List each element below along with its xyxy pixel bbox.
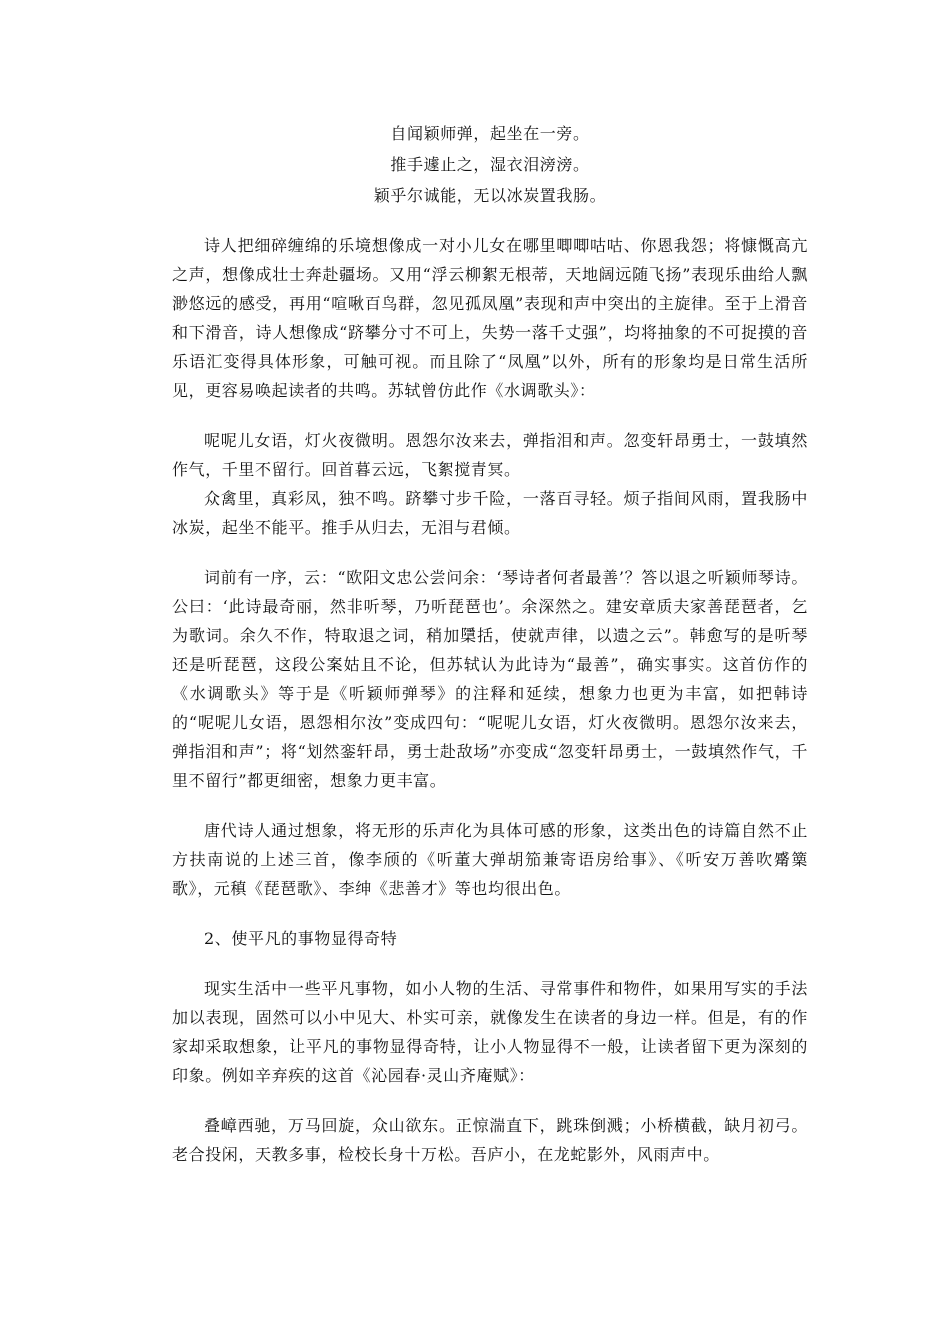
paragraph-imagery-analysis: 诗人把细碎缠绵的乐境想像成一对小儿女在哪里唧唧咕咕、你恩我怨；将慷慨高亢之声，想像成壮士奔赴疆场。又用“浮云柳絮无根蒂，天地阔远随飞扬”表现乐曲给人飘渺悠远的感受，再用“喧啾百鸟群，忽见孤凤凰”表现和声中突出的主旋律。至于上滑音和下滑音，诗人想像成“跻攀分寸不可上，失势一落千丈强”，均将抽象的不可捉摸的音乐语汇变得具体形象，可触可视。而且除了“凤凰”以外，所有的形象均是日常生活所见，更容易唤起读者的共鸣。苏轼曾仿此作《水调歌头》： xyxy=(172,236,808,400)
ci-stanza-1: 呢呢儿女语，灯火夜微明。恩怨尔汝来去，弹指泪和声。忽变轩昂勇士，一鼓填然作气，千里不留行。回首暮云远，飞絮搅青冥。 xyxy=(172,431,808,479)
paragraph-ordinary-things: 现实生活中一些平凡事物，如小人物的生活、寻常事件和物件，如果用写实的手法加以表现，固然可以小中见大、朴实可亲，就像发生在读者的身边一样。但是，有的作家却采取想象，让平凡的事物显得奇特，让小人物显得不一般，让读者留下更为深刻的印象。例如辛弃疾的这首《沁园春·灵山齐庵赋》： xyxy=(172,979,808,1085)
poem-line: 推手遽止之，湿衣泪滂滂。 xyxy=(390,155,590,174)
paragraph-qinyuanchun-quote: 叠嶂西驰，万马回旋，众山欲东。正惊湍直下，跳珠倒溅；小桥横截，缺月初弓。老合投闲，天教多事，检校长身十万松。吾庐小，在龙蛇影外，风雨声中。 xyxy=(172,1116,808,1164)
poem-line: 颖乎尔诚能，无以冰炭置我肠。 xyxy=(373,186,607,205)
ci-stanza-2: 众禽里，真彩凤，独不鸣。跻攀寸步千险，一落百寻轻。烦子指间风雨，置我肠中冰炭，起坐不能平。推手从归去，无泪与君倾。 xyxy=(172,489,808,537)
section-heading: 2、使平凡的事物显得奇特 xyxy=(204,929,398,948)
paragraph-preface-commentary: 词前有一序，云：“欧阳文忠公尝问余：‘琴诗者何者最善’？答以退之听颖师琴诗。公曰：‘此诗最奇丽，然非听琴，乃听琵琶也’。余深然之。建安章质夫家善琵琶者，乞为歌词。余久不作，特取退之词，稍加檃括，使就声律，以遗之云”。韩愈写的是听琴还是听琵琶，这段公案姑且不论，但苏轼认为此诗为“最善”，确实事实。这首仿作的《水调歌头》等于是《听颖师弹琴》的注释和延续，想象力也更为丰富，如把韩诗的“呢呢儿女语，恩怨相尔汝”变成四句：“呢呢儿女语，灯火夜微明。恩怨尔汝来去，弹指泪和声”；将“划然銮轩昂，勇士赴敌场”亦变成“忽变轩昂勇士，一鼓填然作气，千里不留行”都更细密，想象力更丰富。 xyxy=(172,568,808,790)
paragraph-tang-poets: 唐代诗人通过想象，将无形的乐声化为具体可感的形象，这类出色的诗篇自然不止方扶南说的上述三首，像李颀的《听董大弹胡笳兼寄语房给事》、《听安万善吹觱篥歌》，元稹《琵琶歌》、李绅《悲善才》等也均很出色。 xyxy=(172,821,808,898)
poem-line: 自闻颖师弹，起坐在一旁。 xyxy=(390,124,590,143)
quoted-poem xyxy=(172,118,808,211)
document-body xyxy=(172,118,808,1190)
